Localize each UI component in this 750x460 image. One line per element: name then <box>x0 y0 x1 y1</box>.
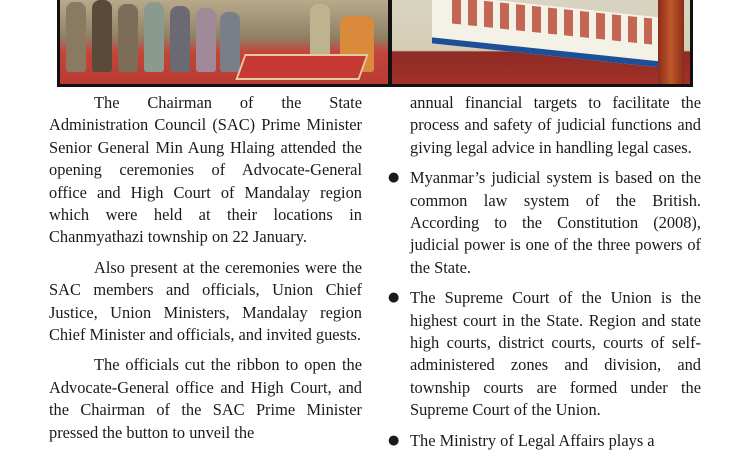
right-column <box>388 92 701 460</box>
bullet-icon: ● <box>388 290 400 306</box>
article-paragraph: The Chairman of the State Administration Council (SAC) Prime Minister Senior General Min Aung Hlaing attended the opening ceremonies of Advocate-General office and High Court of Mandalay region which were held at their locations in Chanmyathazi township on 22 January. <box>49 93 362 247</box>
person-figure <box>196 8 216 72</box>
person-figure <box>66 2 86 72</box>
person-figure <box>92 0 112 72</box>
article-paragraph: Also present at the ceremonies were the SAC members and officials, Union Chief Justice, Union Ministers, Mandalay region Chief Minister and officials, and invited guests. <box>49 257 362 345</box>
person-figure <box>170 6 190 72</box>
person-figure <box>144 2 164 72</box>
list-item <box>388 287 701 421</box>
person-figure <box>220 12 240 72</box>
carpet <box>235 54 368 80</box>
list-item <box>388 167 701 279</box>
bullet-icon: ● <box>388 170 400 186</box>
list-item-text: The Supreme Court of the Union is the highest court in the State. Region and state high courts, district courts, courts of self-administered zones and division, and township courts are formed under the Supreme Court of the Union. <box>410 288 701 420</box>
ceremony-photo-left <box>60 0 388 84</box>
bullet-icon: ● <box>388 432 400 448</box>
list-item <box>388 430 701 452</box>
fact-list <box>388 167 701 452</box>
list-item-text: The Ministry of Legal Affairs plays a <box>410 430 655 450</box>
left-column <box>49 92 362 452</box>
person-figure <box>118 4 138 72</box>
continued-bullet-text: annual financial targets to facilitate the process and safety of judicial functions and giving legal advice in handling legal cases. <box>410 93 701 157</box>
list-item-text: Myanmar’s judicial system is based on the common law system of the British. According to the Constitution (2008), judicial power is one of the three powers of the State. <box>410 168 701 277</box>
photo-strip <box>57 0 693 87</box>
curtain-drape <box>658 0 684 84</box>
ceremony-photo-right <box>392 0 690 84</box>
article-paragraph: The officials cut the ribbon to open the Advocate-General office and High Court, and the Chairman of the SAC Prime Minister pressed the button to unveil the <box>49 355 362 442</box>
